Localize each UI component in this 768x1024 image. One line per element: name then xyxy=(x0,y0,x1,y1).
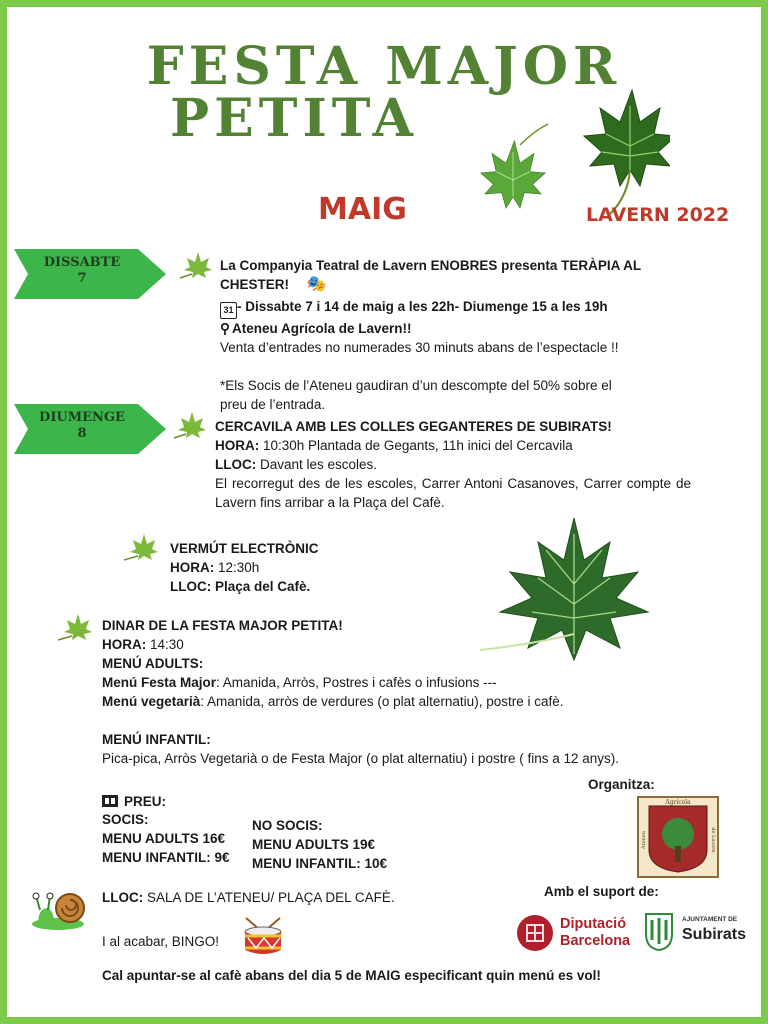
diumenge-hora-label: HORA: xyxy=(215,438,260,453)
menu-vegetaria-label: Menú vegetarià xyxy=(102,694,201,709)
price-tag-icon xyxy=(102,795,118,807)
dissabte-discount-line2: preu de l’entrada. xyxy=(220,397,326,412)
ateneu-logo xyxy=(637,796,719,878)
location-pin-icon: ⚲ xyxy=(220,321,230,336)
bingo-text: I al acabar, BINGO! xyxy=(102,934,220,949)
dissabte-block xyxy=(220,256,690,414)
vermut-hora-label: HORA: xyxy=(170,560,215,575)
subirats-logo xyxy=(642,908,760,954)
subirats-small: AJUNTAMENT DE xyxy=(682,916,738,923)
dinar-menu-adults: MENÚ ADULTS: xyxy=(102,656,204,671)
diumenge-lloc-value: Davant les escoles. xyxy=(256,457,378,472)
ateneu-logo-left: Ateneu xyxy=(641,831,647,849)
preu-nosocis-label: NO SOCIS: xyxy=(252,818,323,833)
diputacio-emblem-icon xyxy=(516,914,554,952)
dinar-hora-label: HORA: xyxy=(102,637,147,652)
preu-nosocis-infantil: MENU INFANTIL: 10€ xyxy=(252,856,388,871)
ateneu-logo-right: de Lavern xyxy=(710,827,716,853)
diumenge-day-number: 8 xyxy=(77,426,87,441)
place-year-label: LAVERN 2022 xyxy=(586,204,730,226)
menu-vegetaria-value: : Amanida, arròs de verdures (o plat alternatiu), postre i cafè. xyxy=(200,694,564,709)
title-line2: PETITA xyxy=(170,88,418,149)
menu-infantil-value: Pica-pica, Arròs Vegetarià o de Festa Major (o plat alternatiu) i postre ( fins a 12 anys). xyxy=(102,751,619,766)
dissabte-line2: CHESTER! xyxy=(220,277,290,292)
organitza-label: Organitza: xyxy=(588,777,655,792)
leaf-icon xyxy=(122,532,158,562)
diumenge-day-label: DIUMENGE xyxy=(39,410,125,425)
dissabte-venue: Ateneu Agrícola de Lavern!! xyxy=(232,321,412,336)
month-label: MAIG xyxy=(318,192,407,227)
dissabte-discount-line1: *Els Socis de l’Ateneu gaudiran d’un descompte del 50% sobre el xyxy=(220,378,612,393)
menu-festa-major-value: : Amanida, Arròs, Postres i cafès o infusions --- xyxy=(216,675,497,690)
preu-heading xyxy=(102,792,166,811)
snail-icon xyxy=(30,888,90,932)
calendar-icon: 31 xyxy=(220,302,237,319)
diputacio-logo xyxy=(516,912,636,954)
dissabte-tickets: Venta d’entrades no numerades 30 minuts abans de l’espectacle !! xyxy=(220,340,619,355)
preu-nosocis xyxy=(252,816,387,873)
drum-icon xyxy=(238,914,288,960)
dinar-menus xyxy=(102,673,742,749)
preu-socis-label: SOCIS: xyxy=(102,812,149,827)
preu-socis-infantil: MENU INFANTIL: 9€ xyxy=(102,850,230,865)
dissabte-day-number: 7 xyxy=(77,271,87,286)
dinar-heading: DINAR DE LA FESTA MAJOR PETITA! xyxy=(102,618,343,633)
preu-socis-adults: MENU ADULTS 16€ xyxy=(102,831,226,846)
subirats-emblem-icon xyxy=(642,910,676,952)
dissabte-arrow xyxy=(14,249,168,299)
diumenge-block xyxy=(215,417,691,512)
preu-nosocis-adults: MENU ADULTS 19€ xyxy=(252,837,376,852)
leaf-icon xyxy=(172,410,206,440)
footer-note: Cal apuntar-se al cafè abans del dia 5 de MAIG especificant quin menú es vol! xyxy=(102,968,601,983)
diputacio-line2: Barcelona xyxy=(560,933,631,949)
dinar-block xyxy=(102,616,722,673)
leaf-icon xyxy=(56,612,92,642)
menu-festa-major-label: Menú Festa Major xyxy=(102,675,217,690)
title-line1: FESTA MAJOR xyxy=(146,36,622,97)
menu-infantil-label: MENÚ INFANTIL: xyxy=(102,732,211,747)
maple-leaves-top-icon xyxy=(470,78,670,218)
ateneu-logo-top: Agrícola xyxy=(665,799,691,806)
preu-socis xyxy=(102,810,230,867)
lloc-final xyxy=(102,888,395,907)
diumenge-hora-value: 10:30h Plantada de Gegants, 11h inici del Cercavila xyxy=(259,438,573,453)
vermut-heading: VERMÚT ELECTRÒNIC xyxy=(170,541,319,556)
vermut-block xyxy=(170,539,470,596)
diumenge-route: El recorregut des de les escoles, Carrer Antoni Casanoves, Carrer compte de Lavern fins arribar a la Plaça del Cafè. xyxy=(215,476,691,510)
leaf-icon xyxy=(178,250,212,280)
diputacio-line1: Diputació xyxy=(560,916,627,932)
dissabte-day-label: DISSABTE xyxy=(43,255,121,270)
dinar-hora-value: 14:30 xyxy=(146,637,184,652)
lloc-final-label: LLOC: xyxy=(102,890,144,905)
diumenge-heading: CERCAVILA AMB LES COLLES GEGANTERES DE SUBIRATS! xyxy=(215,419,612,434)
preu-label: PREU: xyxy=(124,794,167,809)
suport-label: Amb el suport de: xyxy=(544,884,659,899)
vermut-hora-value: 12:30h xyxy=(214,560,260,575)
lloc-final-value: SALA DE L’ATENEU/ PLAÇA DEL CAFÈ. xyxy=(143,890,395,905)
theater-masks-icon: 🎭 xyxy=(306,276,327,293)
dissabte-line1: La Companyia Teatral de Lavern ENOBRES presenta TERÀPIA AL xyxy=(220,258,642,273)
vermut-lloc-value: Plaça del Cafè. xyxy=(211,579,311,594)
diumenge-arrow xyxy=(14,404,168,454)
dissabte-dates: - Dissabte 7 i 14 de maig a les 22h- Diumenge 15 a les 19h xyxy=(237,299,608,314)
diumenge-lloc-label: LLOC: xyxy=(215,457,257,472)
vermut-lloc-label: LLOC: xyxy=(170,579,212,594)
subirats-big: Subirats xyxy=(682,926,747,943)
